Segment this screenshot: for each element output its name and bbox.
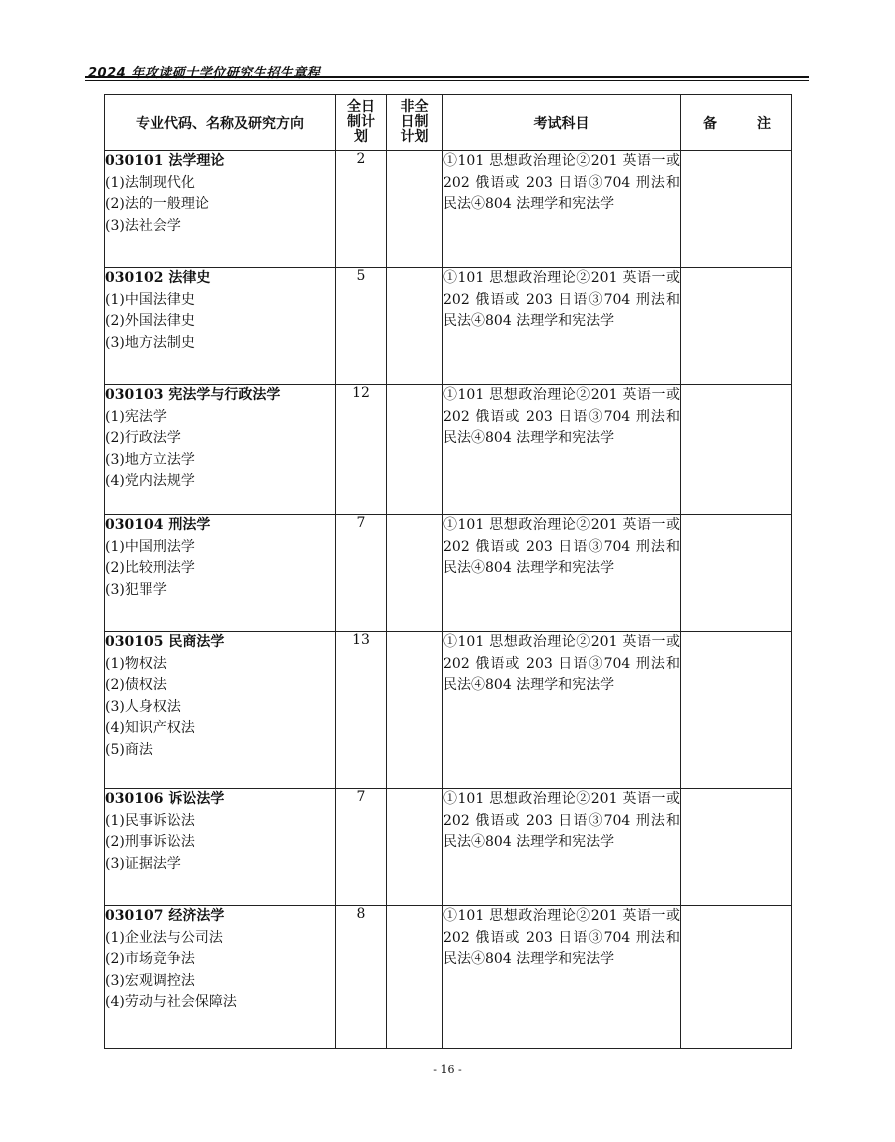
research-direction: (3)宏观调控法	[105, 972, 195, 989]
major-code: 030107	[105, 908, 164, 924]
table-row	[105, 268, 792, 385]
research-direction: (2)外国法律史	[105, 313, 195, 330]
research-direction: (4)知识产权法	[105, 720, 195, 737]
fulltime-quota: 2	[336, 151, 387, 268]
exam-subjects: ①101 思想政治理论②201 英语一或 202 俄语或 203 日语③704 刑法和民法④804 法理学和宪法学	[443, 151, 681, 268]
major-code: 030102	[105, 270, 164, 286]
note-cell	[681, 151, 792, 268]
research-direction: (1)物权法	[105, 655, 167, 672]
major-code: 030103	[105, 387, 164, 403]
major-title	[105, 789, 335, 811]
column-header-fulltime: 全日 制计 划	[336, 95, 387, 151]
parttime-quota	[387, 385, 443, 515]
fulltime-quota: 12	[336, 385, 387, 515]
fulltime-quota: 13	[336, 632, 387, 789]
major-cell	[105, 632, 336, 789]
parttime-quota	[387, 151, 443, 268]
major-cell	[105, 515, 336, 632]
major-code: 030104	[105, 517, 164, 533]
column-header-exam: 考试科目	[443, 95, 681, 151]
table-row	[105, 515, 792, 632]
parttime-quota	[387, 906, 443, 1049]
major-title	[105, 151, 335, 173]
column-header-note: 备 注	[681, 95, 792, 151]
fulltime-quota: 7	[336, 515, 387, 632]
research-direction: (3)地方法制史	[105, 334, 195, 351]
major-cell	[105, 906, 336, 1049]
major-title	[105, 906, 335, 928]
fulltime-quota: 5	[336, 268, 387, 385]
header-rule-thin	[85, 80, 809, 81]
parttime-quota	[387, 515, 443, 632]
major-name: 民商法学	[168, 634, 225, 650]
table-header-row	[105, 95, 792, 151]
major-code: 030105	[105, 634, 164, 650]
research-direction: (1)宪法学	[105, 408, 167, 425]
major-code: 030101	[105, 153, 164, 169]
header-rule-thick	[85, 76, 809, 78]
note-cell	[681, 268, 792, 385]
column-header-major: 专业代码、名称及研究方向	[105, 95, 336, 151]
table-row	[105, 906, 792, 1049]
research-direction: (2)市场竞争法	[105, 951, 195, 968]
research-direction: (2)债权法	[105, 677, 167, 694]
major-cell	[105, 151, 336, 268]
major-cell	[105, 268, 336, 385]
page-header-title: 2024 年攻读硕士学位研究生招生章程	[88, 66, 321, 81]
major-title	[105, 632, 335, 654]
major-title	[105, 268, 335, 290]
research-direction: (4)劳动与社会保障法	[105, 994, 237, 1011]
page-number: - 16 -	[433, 1063, 462, 1076]
column-header-parttime: 非全 日制 计划	[387, 95, 443, 151]
research-direction: (1)民事诉讼法	[105, 812, 195, 829]
exam-subjects: ①101 思想政治理论②201 英语一或 202 俄语或 203 日语③704 刑法和民法④804 法理学和宪法学	[443, 789, 681, 906]
research-direction: (3)人身权法	[105, 698, 181, 715]
research-direction: (2)法的一般理论	[105, 196, 209, 213]
research-direction: (5)商法	[105, 741, 153, 758]
note-cell	[681, 632, 792, 789]
research-direction: (3)法社会学	[105, 217, 181, 234]
table-row	[105, 632, 792, 789]
major-name: 宪法学与行政法学	[168, 387, 281, 403]
research-direction: (1)企业法与公司法	[105, 929, 223, 946]
research-direction: (2)刑事诉讼法	[105, 834, 195, 851]
research-direction: (2)比较刑法学	[105, 560, 195, 577]
research-direction: (1)法制现代化	[105, 174, 195, 191]
major-cell	[105, 385, 336, 515]
fulltime-quota: 8	[336, 906, 387, 1049]
note-cell	[681, 515, 792, 632]
exam-subjects: ①101 思想政治理论②201 英语一或 202 俄语或 203 日语③704 刑法和民法④804 法理学和宪法学	[443, 385, 681, 515]
table-row	[105, 151, 792, 268]
exam-subjects: ①101 思想政治理论②201 英语一或 202 俄语或 203 日语③704 刑法和民法④804 法理学和宪法学	[443, 268, 681, 385]
major-title	[105, 385, 335, 407]
research-direction: (1)中国法律史	[105, 291, 195, 308]
research-direction: (2)行政法学	[105, 430, 181, 447]
research-direction: (1)中国刑法学	[105, 538, 195, 555]
major-cell	[105, 789, 336, 906]
exam-subjects: ①101 思想政治理论②201 英语一或 202 俄语或 203 日语③704 刑法和民法④804 法理学和宪法学	[443, 515, 681, 632]
note-cell	[681, 906, 792, 1049]
table-row	[105, 789, 792, 906]
research-direction: (3)地方立法学	[105, 451, 195, 468]
major-name: 诉讼法学	[168, 791, 225, 807]
major-name: 法律史	[168, 270, 211, 286]
research-direction: (3)犯罪学	[105, 581, 167, 598]
exam-subjects: ①101 思想政治理论②201 英语一或 202 俄语或 203 日语③704 刑法和民法④804 法理学和宪法学	[443, 906, 681, 1049]
major-title	[105, 515, 335, 537]
major-name: 刑法学	[168, 517, 211, 533]
research-direction: (4)党内法规学	[105, 473, 195, 490]
table-row	[105, 385, 792, 515]
admissions-table	[104, 94, 792, 1049]
fulltime-quota: 7	[336, 789, 387, 906]
note-cell	[681, 789, 792, 906]
parttime-quota	[387, 268, 443, 385]
exam-subjects: ①101 思想政治理论②201 英语一或 202 俄语或 203 日语③704 刑法和民法④804 法理学和宪法学	[443, 632, 681, 789]
research-direction: (3)证据法学	[105, 855, 181, 872]
note-cell	[681, 385, 792, 515]
parttime-quota	[387, 789, 443, 906]
major-name: 经济法学	[168, 908, 225, 924]
major-code: 030106	[105, 791, 164, 807]
major-name: 法学理论	[168, 153, 225, 169]
parttime-quota	[387, 632, 443, 789]
